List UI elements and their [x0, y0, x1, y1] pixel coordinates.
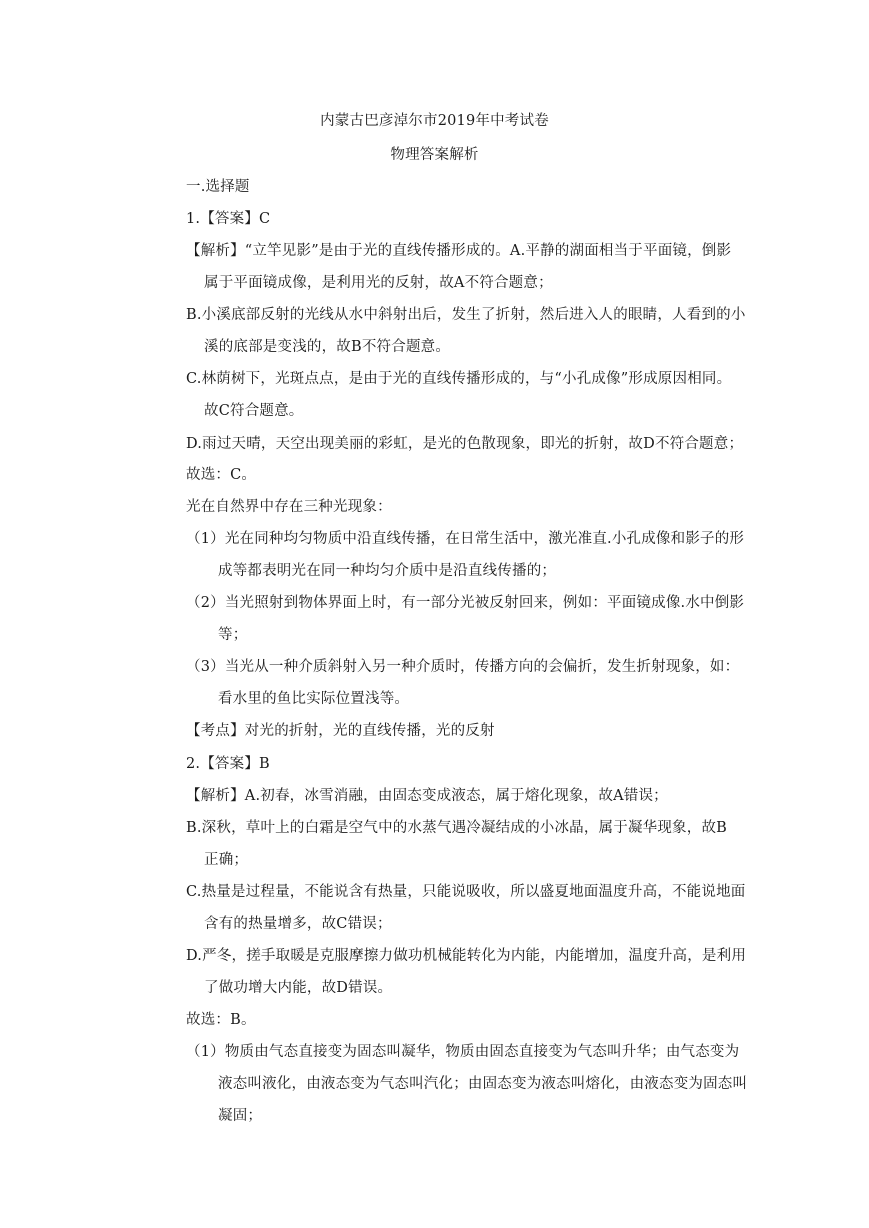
text-line: C.热量是过程量，不能说含有热量，只能说吸收，所以盛夏地面温度升高，不能说地面 — [186, 884, 746, 900]
answer-heading: 2.【答案】B — [186, 756, 270, 772]
text-line: 含有的热量增多，故C错误； — [204, 916, 392, 932]
answer-heading: 1.【答案】C — [186, 211, 271, 227]
document-title: 内蒙古巴彦淖尔市2019年中考试卷 — [320, 113, 549, 129]
text-line: B.深秋，草叶上的白霜是空气中的水蒸气遇冷凝结成的小冰晶，属于凝华现象，故B — [186, 820, 728, 836]
text-line: 故选：C。 — [186, 467, 257, 483]
text-line: 凝固； — [218, 1108, 263, 1124]
text-line: D.严冬，搓手取暖是克服摩擦力做功机械能转化为内能，内能增加，温度升高，是利用 — [186, 948, 747, 964]
text-line: B.小溪底部反射的光线从水中斜射出后，发生了折射，然后进入人的眼睛，人看到的小 — [186, 307, 746, 323]
text-line: （1）物质由气态直接变为固态叫凝华，物质由固态直接变为气态叫升华；由气态变为 — [186, 1044, 740, 1060]
text-line: 正确； — [204, 852, 249, 868]
text-line: 【解析】“立竿见影”是由于光的直线传播形成的。A.平静的湖面相当于平面镜，倒影 — [186, 243, 732, 259]
text-line: （1）光在同种均匀物质中沿直线传播，在日常生活中，激光准直.小孔成像和影子的形 — [186, 531, 745, 547]
text-line: 【解析】A.初春，冰雪消融，由固态变成液态，属于熔化现象，故A错误； — [186, 788, 668, 804]
text-line: C.林荫树下，光斑点点，是由于光的直线传播形成的，与“小孔成像”形成原因相同。 — [186, 371, 732, 387]
text-line: 溪的底部是变浅的，故B不符合题意。 — [204, 339, 451, 355]
document-subtitle: 物理答案解析 — [390, 147, 479, 163]
text-line: 属于平面镜成像，是利用光的反射，故A不符合题意； — [204, 275, 553, 291]
text-line: 液态叫液化，由液态变为气态叫汽化；由固态变为液态叫熔化，由液态变为固态叫 — [218, 1076, 748, 1092]
text-line: 故C符合题意。 — [204, 403, 304, 419]
section-heading: 一.选择题 — [186, 179, 250, 195]
text-line: D.雨过天晴，天空出现美丽的彩虹，是光的色散现象，即光的折射，故D不符合题意； — [186, 436, 744, 452]
text-line: （2）当光照射到物体界面上时，有一部分光被反射回来，例如：平面镜成像.水中倒影 — [186, 595, 745, 611]
text-line: （3）当光从一种介质斜射入另一种介质时，传播方向的会偏折，发生折射现象，如： — [186, 659, 740, 675]
text-line: 成等都表明光在同一种均匀介质中是沿直线传播的； — [218, 563, 557, 579]
knowledge-point: 【考点】对光的折射，光的直线传播，光的反射 — [186, 723, 495, 739]
text-line: 看水里的鱼比实际位置浅等。 — [218, 691, 410, 707]
text-line: 故选：B。 — [186, 1012, 256, 1028]
text-line: 光在自然界中存在三种光现象： — [186, 499, 392, 515]
text-line: 等； — [218, 627, 248, 643]
text-line: 了做功增大内能，故D错误。 — [204, 980, 393, 996]
